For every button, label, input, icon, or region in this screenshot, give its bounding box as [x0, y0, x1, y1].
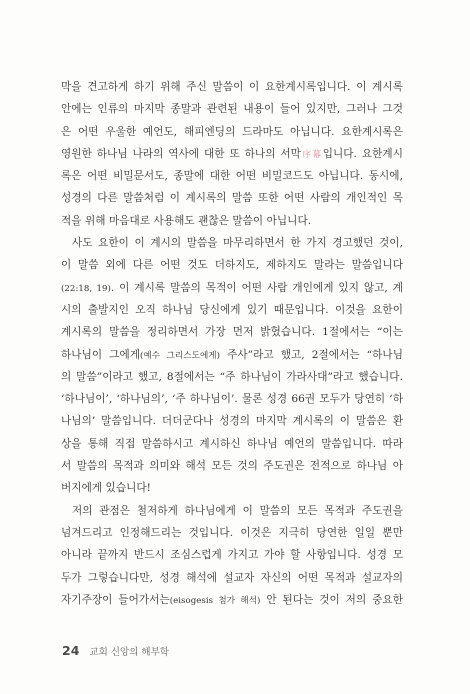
text-line: [61, 589, 403, 611]
text-line: 사도 요한이 이 계시의 말씀을 마무리하면서 한 가지 경고했던 것이,: [72, 237, 403, 250]
text-line: 적을 위해 마음대로 사용해도 괜찮은 말씀이 아닙니다.: [61, 214, 312, 227]
paragraph-2: [61, 232, 403, 500]
text-line: 계시록의 말씀을 정리하면서 가장 먼저 밝혔습니다. 1절에서는 “이는: [61, 326, 403, 339]
text-span: 안 된다는 것이 저의 중요한: [260, 593, 403, 606]
paragraph-3: [61, 500, 403, 611]
text-line: [61, 344, 403, 366]
text-span: 자기주장이 들어가서는: [61, 593, 170, 606]
text-line: 의 말씀”이라고 했고, 8절에서는 “주 하나님이 가라사대”라고 했습니다.: [61, 370, 403, 383]
text-line: 넘겨드리고 인정해드리는 것입니다. 이것은 지극히 당연한 일일 뿐만: [61, 526, 403, 539]
text-span: . 이 계시록 말씀의 목적이 어떤 사람 개인에게 있지 않고, 계: [110, 281, 403, 294]
body-text: [61, 76, 403, 611]
text-line: 나님의’ 말씀입니다. 더더군다나 성경의 마지막 계시록의 이 말씀은 환: [61, 415, 403, 428]
text-line: 아니라 끝까지 반드시 조심스럽게 가지고 가야 할 사항입니다. 성경 모: [61, 549, 403, 562]
paragraph-1: [61, 76, 403, 232]
text-line: 서 말씀의 목적과 의미와 해석 모든 것의 주도권은 전적으로 하나님 아: [61, 460, 403, 473]
text-line: 막을 견고하게 하기 위해 주신 말씀이 이 요한계시록입니다. 이 계시록: [61, 81, 403, 93]
text-line: [61, 277, 403, 299]
running-title: 교회 신앙의 해부학: [89, 647, 169, 658]
text-span: 하나님이 그에게: [61, 348, 141, 361]
text-line: 버지에게 있습니다!: [61, 482, 151, 495]
text-line: 이 말씀 외에 다른 어떤 것도 더하지도, 제하지도 말라는 말씀입니다: [61, 259, 403, 272]
text-line: 안에는 인류의 마지막 종말과 관련된 내용이 들어 있지만, 그러나 그것: [61, 103, 403, 116]
text-span: 주사”라고 했고, 2절에서는 “하나님: [220, 348, 403, 361]
text-line: 저의 관점은 철저하게 하나님에게 이 말씀의 모든 목적과 주도권을: [72, 504, 403, 517]
hanja-annotation: 序幕: [300, 149, 323, 160]
text-span: 입니다. 요한계시: [322, 147, 403, 160]
text-line: 상을 통해 직접 말씀하시고 계시하신 하나님 예언의 말씀입니다. 따라: [61, 437, 403, 450]
text-line: ‘하나님이’, ‘하나님의’, ‘주 하나님이’. 물론 성경 66권 모두가 당연히 ‘하: [61, 393, 403, 406]
inline-note: (예수 그리스도에게): [140, 350, 221, 361]
page-footer: [62, 640, 169, 659]
text-line: [61, 143, 403, 165]
text-line: 성경의 다른 말씀처럼 이 계시록의 말씀 또한 어떤 사람의 개인적인 목: [61, 192, 403, 205]
text-line: 은 어떤 우울한 예언도, 해피엔딩의 드라마도 아닙니다. 요한계시록은: [61, 125, 403, 138]
text-line: 두가 그렇습니다만, 성경 해석에 설교자 자신의 어떤 목적과 설교자의: [61, 571, 403, 584]
inline-note: (eisogesis 첨가 해석): [169, 595, 261, 606]
text-span: 영원한 하나님 나라의 역사에 대한 또 하나의 서막: [61, 147, 301, 160]
text-line: 시의 출발지인 오직 하나님 당신에게 있기 때문입니다. 이것을 요한이: [61, 303, 403, 316]
page-number: 24: [62, 643, 80, 658]
text-line: 록은 어떤 비밀문서도, 종말에 대한 어떤 비밀코드도 아닙니다. 동시에,: [61, 170, 403, 183]
verse-reference: (22:18, 19): [61, 283, 111, 294]
